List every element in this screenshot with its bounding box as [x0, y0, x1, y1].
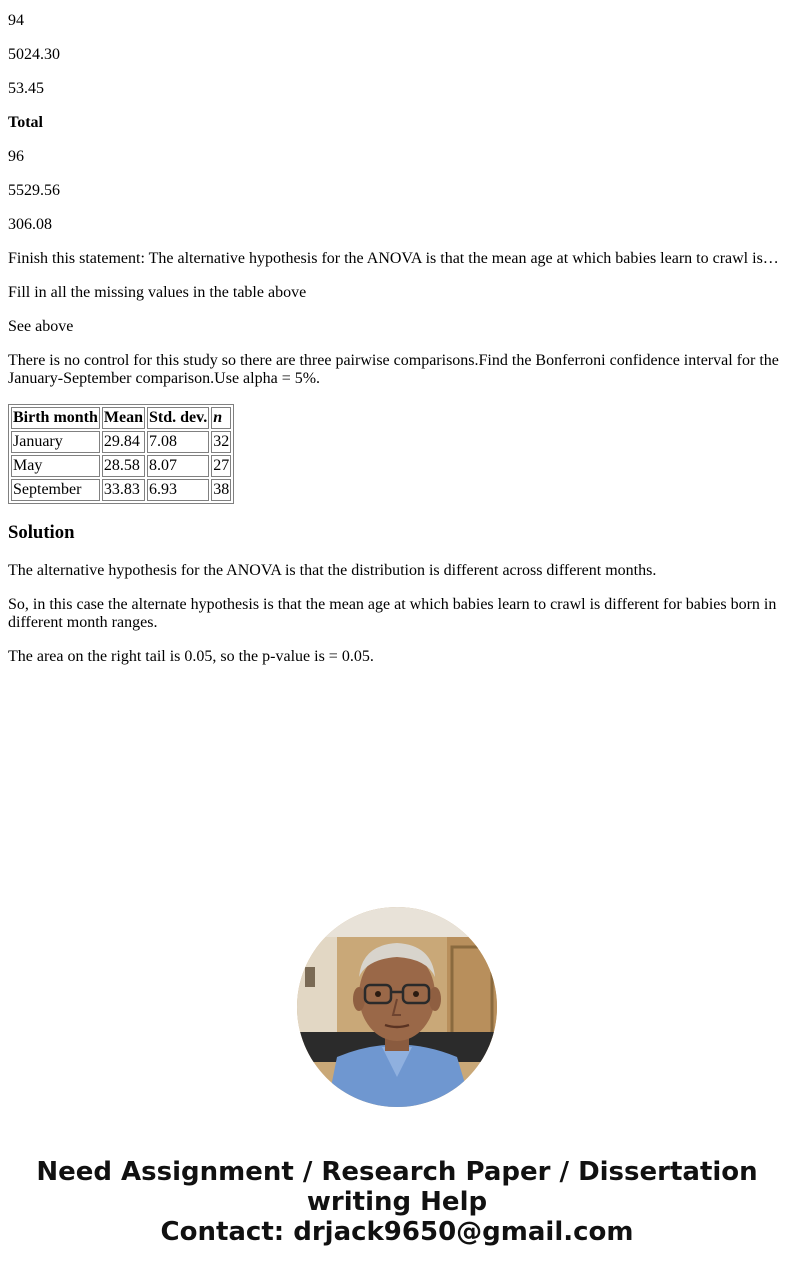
anova-error-ss: 5024.30: [8, 46, 60, 63]
promo-line-help: Need Assignment / Research Paper / Dissertation writing Help: [36, 1157, 758, 1217]
anova-error-df: 94: [8, 12, 24, 29]
birth-month-table: [8, 404, 234, 504]
author-avatar: [297, 907, 497, 1107]
question-alternative-hypothesis: Finish this statement: The alternative hypothesis for the ANOVA is that the mean age at which babies learn to crawl is…: [8, 250, 779, 267]
solution-paragraph-2: So, in this case the alternate hypothesis is that the mean age at which babies learn to crawl is different for babies born in different month ranges.: [8, 596, 777, 631]
cell-std-dev: 6.93: [147, 479, 209, 501]
cell-month: May: [11, 455, 100, 477]
anova-total-df: 96: [8, 148, 24, 165]
cell-std-dev: 8.07: [147, 455, 209, 477]
cell-month: January: [11, 431, 100, 453]
header-birth-month: Birth month: [11, 407, 100, 429]
table-row: [11, 431, 231, 453]
header-n: n: [211, 407, 231, 429]
author-portrait-illustration: [297, 907, 497, 1107]
table-row: [11, 479, 231, 501]
header-mean: Mean: [102, 407, 145, 429]
cell-n: 27: [211, 455, 231, 477]
total-label-text: Total: [8, 114, 43, 131]
solution-paragraph-3: The area on the right tail is 0.05, so the p-value is = 0.05.: [8, 648, 374, 665]
anova-total-label: [8, 114, 786, 132]
cell-mean: 28.58: [102, 455, 145, 477]
question-bonferroni: There is no control for this study so there are three pairwise comparisons.Find the Bonferroni confidence interval for the January-September comparison.Use alpha = 5%.: [8, 352, 779, 387]
header-std-dev: Std. dev.: [147, 407, 209, 429]
promo-banner: [0, 1157, 794, 1247]
document-body: [8, 0, 786, 682]
cell-n: 32: [211, 431, 231, 453]
anova-error-ms: 53.45: [8, 80, 44, 97]
anova-total-ss: 5529.56: [8, 182, 60, 199]
cell-month: September: [11, 479, 100, 501]
promo-line-contact: Contact: drjack9650@gmail.com: [160, 1217, 634, 1247]
cell-mean: 33.83: [102, 479, 145, 501]
cell-n: 38: [211, 479, 231, 501]
cell-std-dev: 7.08: [147, 431, 209, 453]
solution-paragraph-1: The alternative hypothesis for the ANOVA is that the distribution is different across different months.: [8, 562, 657, 579]
anova-total-ms: 306.08: [8, 216, 52, 233]
solution-heading: Solution: [8, 522, 75, 543]
table-row: [11, 455, 231, 477]
question-fill-table: Fill in all the missing values in the table above: [8, 284, 307, 301]
answer-see-above: See above: [8, 318, 74, 335]
table-header-row: [11, 407, 231, 429]
cell-mean: 29.84: [102, 431, 145, 453]
